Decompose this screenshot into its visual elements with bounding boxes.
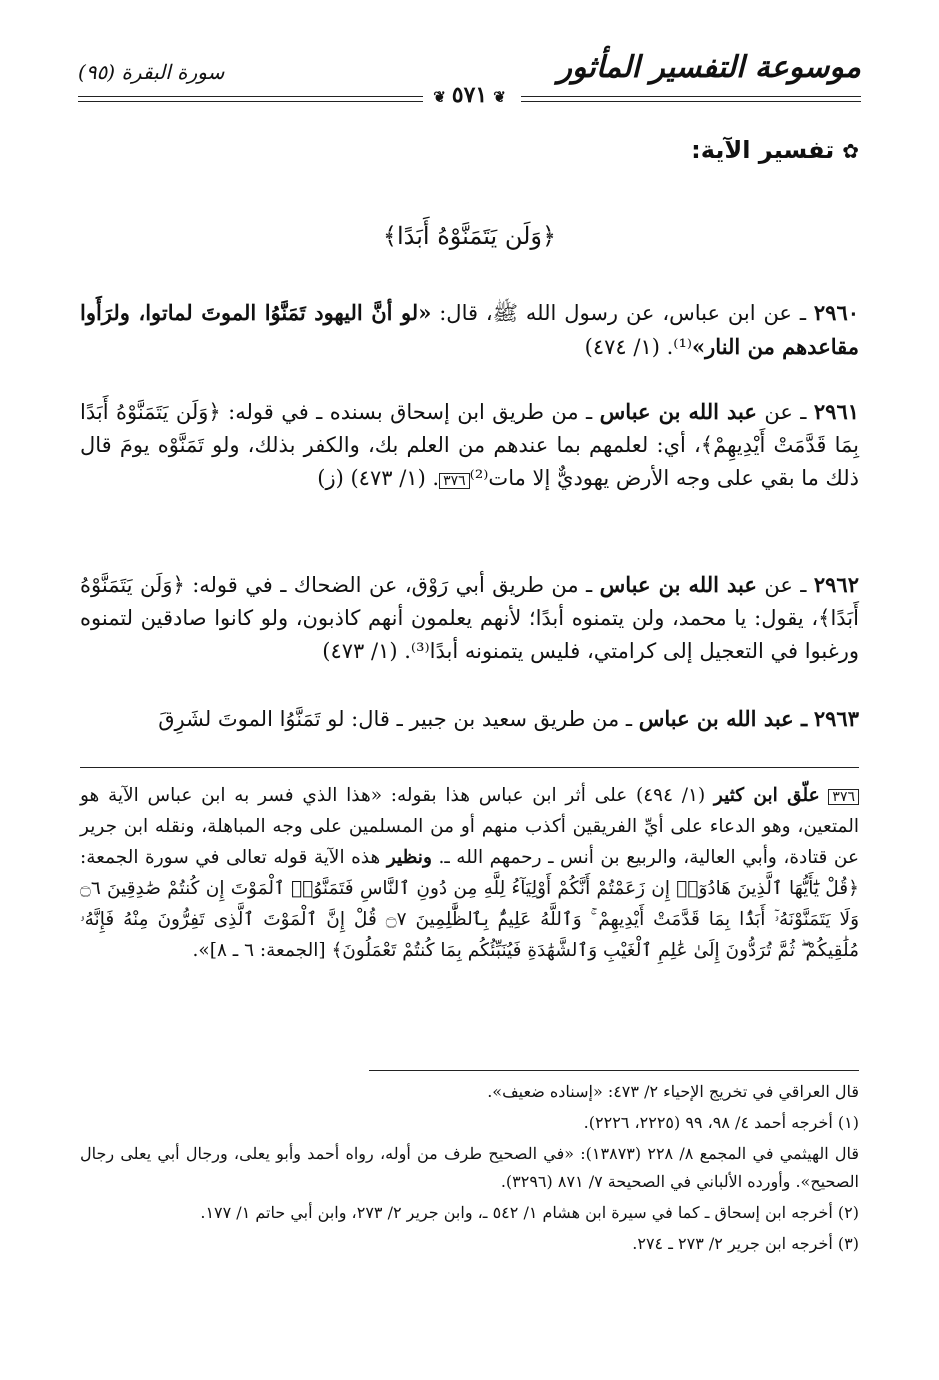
hadith-2963: [80, 702, 859, 736]
hadith-narrator: عبد الله بن عباس: [599, 399, 757, 424]
page-number: ٥٧١: [451, 82, 488, 108]
hadith-number: ٢٩٦٢: [813, 572, 859, 597]
section-title: [691, 136, 859, 164]
footnote: قال الهيثمي في المجمع ٨/ ٢٢٨ (١٣٨٧٣): «في الصحيح طرف من أوله، رواه أحمد وأبو يعلى، ورجال أبي يعلى رجال الصحيح». وأورده الألباني في الصحيحة ٧/ ٨٧١ (٣٢٩٦).: [80, 1144, 860, 1191]
hadith-text: ـ من طريق سعيد بن جبير ـ قال: لو تَمَنَّوُا الموتَ لشَرِقَ: [158, 707, 633, 731]
commentary-lead: علّق ابن كثير: [713, 785, 820, 806]
commentary-ref-box: ٣٧٦: [439, 473, 470, 489]
footnotes: [80, 1078, 859, 1261]
footnotes-separator: [369, 1070, 859, 1071]
commentary-text: هذه الآية قوله تعالى في سورة الجمعة: ﴿قُلْ يَٰٓأَيُّهَا ٱلَّذِينَ هَادُوٓا۟ إِن زَعَمْتُمْ أَنَّكُمْ أَوْلِيَآءُ لِلَّهِ مِن دُونِ ٱلنَّاسِ فَتَمَنَّوُا۟ ٱلْمَوْتَ إِن كُنتُمْ صَٰدِقِينَ ۝٦ وَلَا يَتَمَنَّوْنَهُۥٓ أَبَدًۢا بِمَا قَدَّمَتْ أَيْدِيهِمْ ۚ وَٱللَّهُ عَلِيمٌۢ بِٱلظَّٰلِمِينَ ۝٧ قُلْ إِنَّ ٱلْمَوْتَ ٱلَّذِى تَفِرُّونَ مِنْهُ فَإِنَّهُۥ مُلَٰقِيكُمْ ۖ ثُمَّ تُرَدُّونَ إِلَىٰ عَٰلِمِ ٱلْغَيْبِ وَٱلشَّهَٰدَةِ فَيُنَبِّئُكُم بِمَا كُنتُمْ تَعْمَلُونَ﴾ [الجمعة: ٦ ـ ٨]».: [80, 847, 859, 961]
hadith-2961: [80, 395, 859, 495]
footnote: (٢) أخرجه ابن إسحاق ـ كما في سيرة ابن هشام ١/ ٥٤٢ ـ، وابن جرير ٢/ ٢٧٣، وابن أبي حاتم ١/ ١٧٧.: [200, 1203, 859, 1222]
hadith-2960: [80, 296, 859, 364]
hadith-tail: ⁽¹⁾. (١/ ٤٧٤): [584, 335, 693, 359]
hadith-intro: ـ عن: [764, 573, 807, 597]
commentary-separator: [80, 767, 859, 768]
hadith-narrator: عبد الله بن عباس: [599, 572, 757, 597]
hadith-tail: . (١/ ٤٧٣) (ز): [317, 466, 440, 490]
hadith-2962: [80, 568, 859, 668]
surah-label: سورة البقرة (٩٥): [78, 60, 225, 84]
section-title-text: تفسير الآية:: [691, 136, 835, 164]
hadith-number: ٢٩٦١: [813, 399, 860, 424]
ornament-icon: ❦: [493, 88, 506, 106]
hadith-text: ـ من طريق أبي رَوْق، عن الضحاك ـ في قوله: ﴿وَلَن يَتَمَنَّوْهُ أَبَدًا﴾، يقول: يا محمد، ولن يتمنوه أبدًا؛ لأنهم يعلمون أنهم كاذبون، ولو كانوا صادقين لتمنوه ورغبوا في التعجيل إلى كرامتي، فليس يتمنونه أبدًا⁽³⁾. (١/ ٤٧٣): [80, 573, 859, 663]
commentary-text: (١/ ٤٩٤) على أثر ابن عباس هذا بقوله: «هذا الذي فسر به ابن عباس الآية هو المتعين، وهو الدعاء على أيِّ الفريقين أكذب منهم أو من المسلمين على وجه المباهلة، ونقله ابن جرير عن قتادة، وأبي العالية، والربيع بن أنس ـ رحمهم الله ـ.: [80, 785, 859, 868]
flower-ornament-icon: ✿: [842, 139, 859, 163]
book-title: موسوعة التفسير المأثور: [557, 50, 861, 85]
footnote: قال العراقي في تخريج الإحياء ٢/ ٤٧٣: «إسناده ضعيف».: [487, 1082, 859, 1101]
page-header: [78, 44, 861, 124]
hadith-intro: ـ عن: [764, 400, 807, 424]
commentary-ref-box: ٣٧٦: [828, 789, 859, 805]
hadith-intro: ـ عن ابن عباس، عن رسول الله ﷺ، قال:: [439, 301, 806, 325]
hadith-number: ٢٩٦٠: [813, 300, 860, 325]
ornament-icon: ❦: [433, 88, 446, 106]
hadith-quote: «لو أنَّ اليهود تَمَنَّوُا الموتَ لماتوا، ولرَأَوا مقاعدهم من النار»: [80, 300, 859, 359]
commentary-lead: ونظير: [386, 847, 432, 868]
hadith-number: ٢٩٦٣: [813, 706, 859, 731]
quran-verse-heading: ﴿وَلَن يَتَمَنَّوْهُ أَبَدًا﴾: [382, 222, 557, 250]
commentary-block: [80, 780, 859, 966]
hadith-narrator: ـ عبد الله بن عباس: [638, 706, 808, 731]
footnote: (١) أخرجه أحمد ٤/ ٩٨، ٩٩ (٢٢٢٥، ٢٢٢٦).: [583, 1113, 859, 1132]
page-number-block: [78, 82, 861, 108]
hadith-text: ـ من طريق ابن إسحاق بسنده ـ في قوله: ﴿وَلَن يَتَمَنَّوْهُ أَبَدًا بِمَا قَدَّمَتْ أَيْدِيهِمْ﴾، أي: لعلمهم بما عندهم من العلم بك، والكفر بذلك، ولو تَمَنَّوْه يومَ قال ذلك ما بقي على وجه الأرض يهوديٌّ إلا مات⁽²⁾: [80, 400, 859, 490]
footnote: (٣) أخرجه ابن جرير ٢/ ٢٧٣ ـ ٢٧٤.: [632, 1234, 859, 1253]
